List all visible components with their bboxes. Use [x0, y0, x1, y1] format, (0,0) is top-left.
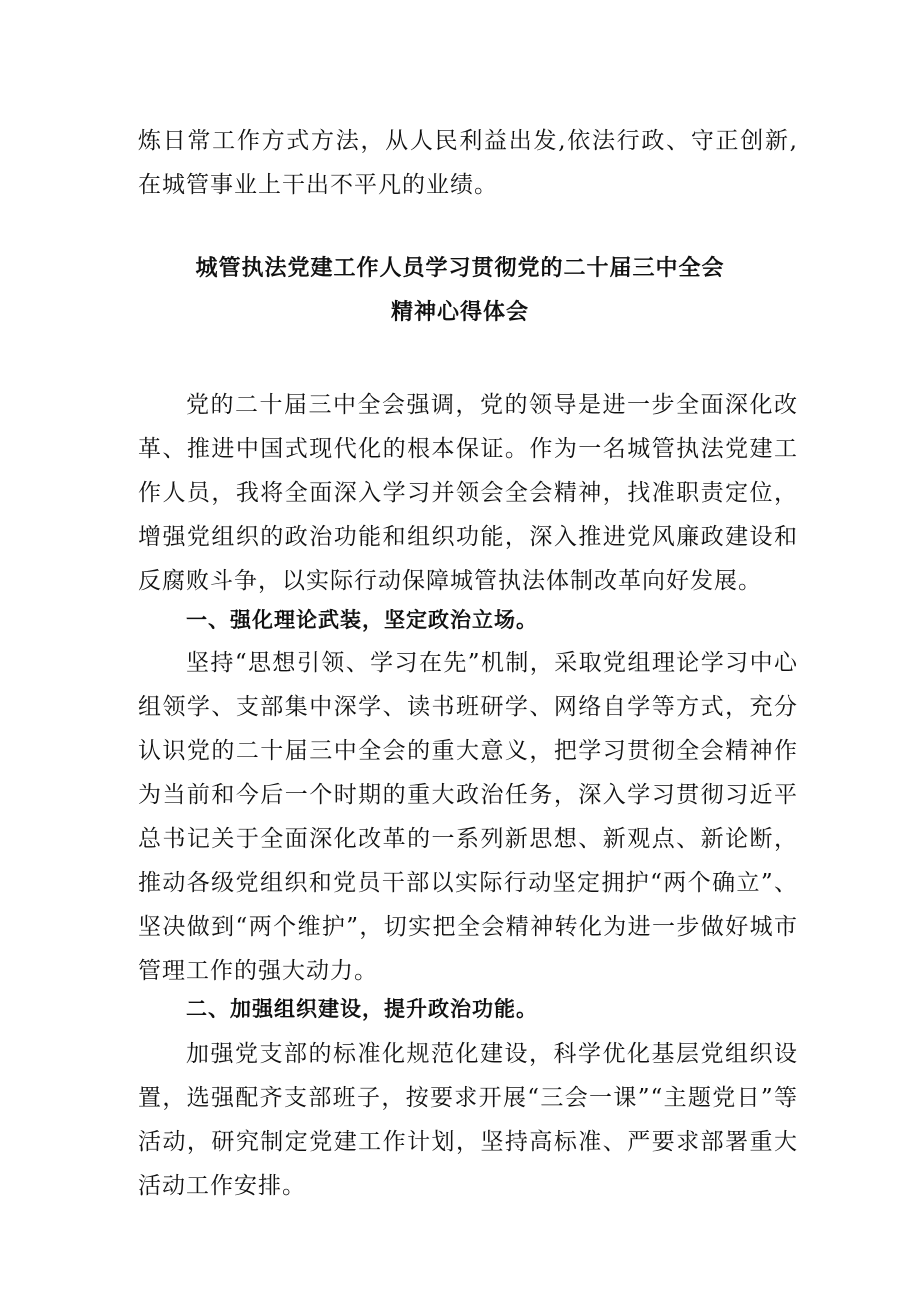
- opening-paragraph: 党的二十届三中全会强调，党的领导是进一步全面深化改革、推进中国式现代化的根本保证。作为一名城管执法党建工作人员，我将全面深入学习并领会全会精神，找准职责定位，增强党组织的政治功能和组织功能，深入推进党风廉政建设和反腐败斗争，以实际行动保障城管执法体制改革向好发展。: [138, 392, 798, 594]
- document-title-line-2: 精神心得体会: [390, 300, 529, 325]
- intro-tail-paragraph: 炼日常工作方式方法，从人民利益出发,依法行政、守正创新,在城管事业上干出不平凡的业绩。: [138, 128, 798, 198]
- section-1-body: 坚持“思想引领、学习在先”机制，采取党组理论学习中心组领学、支部集中深学、读书班研学、网络自学等方式，充分认识党的二十届三中全会的重大意义，把学习贯彻全会精神作为当前和今后一个时期的重大政治任务，深入学习贯彻习近平总书记关于全面深化改革的一系列新思想、新观点、新论断，推动各级党组织和党员干部以实际行动坚定拥护“两个确立”、坚决做到“两个维护”，切实把全会精神转化为进一步做好城市管理工作的强大动力。: [138, 650, 798, 984]
- section-2-heading: 二、加强组织建设，提升政治功能。: [186, 997, 538, 1021]
- section-2-body: 加强党支部的标准化规范化建设，科学优化基层党组织设置，选强配齐支部班子，按要求开展“三会一课”“主题党日”等活动，研究制定党建工作计划，坚持高标准、严要求部署重大活动工作安排。: [138, 1041, 798, 1199]
- section-1-heading: 一、强化理论武装，坚定政治立场。: [186, 608, 538, 632]
- document-title-line-1: 城管执法党建工作人员学习贯彻党的二十届三中全会: [195, 256, 725, 281]
